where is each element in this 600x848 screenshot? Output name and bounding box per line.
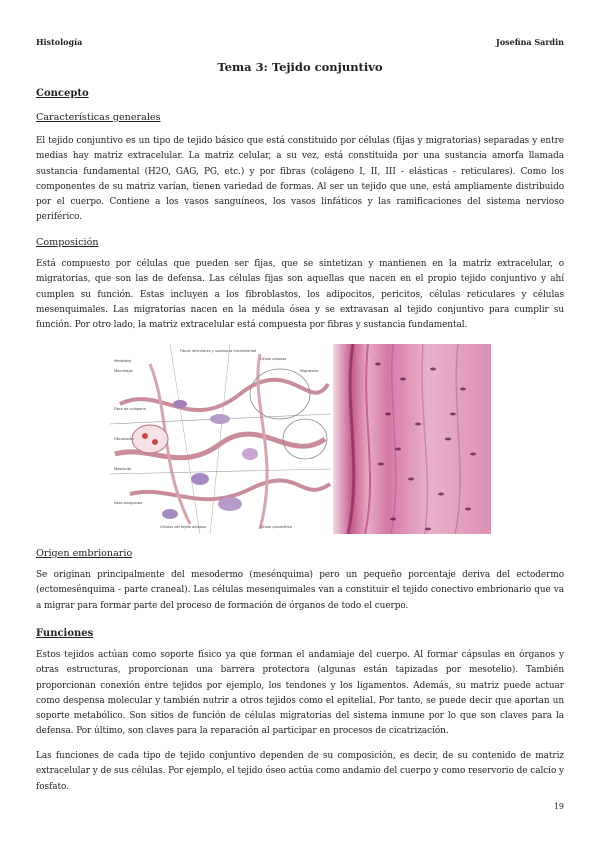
figure-label: Fibras reticulares y sustancia fundamental <box>180 349 257 353</box>
figure-label: Macrófago <box>114 369 133 373</box>
figure-label: Fibra de colágeno <box>114 407 146 411</box>
paragraph-concepto: El tejido conjuntivo es un tipo de tejido básico que está constituido por células (fijas y migratorias) separadas y entre medias hay matriz extracelular. La matriz celular, a su vez, está constituida por una sustancia amorfa llamada sustancia fundamental (H2O, GAG, PG, etc.) y por fibras (colágeno I, II, III - elásticas - reticulares). Como los componentes de su matriz varían, tienen variedad de formas. Al ser un tejido que une, está ampliamente distribuido por el cuerpo. Contiene a los vasos sanguíneos, los vasos linfáticos y las ramificaciones del sistema nervioso periférico. <box>36 136 564 223</box>
subheading-origen: Origen embrionario <box>36 548 133 559</box>
paragraph-origen: Se originan principalmente del mesodermo (mesénquima) pero un pequeño porcentaje deriva del ectodermo (ectomesénquima - parte craneal). Las células mesenquimales van a constituir el tejido conectivo embrionario que va a migrar para formar parte del proceso de formación de órganos de todo el cuerpo. <box>36 570 564 611</box>
figure-label: Célula plasmática <box>260 525 292 529</box>
page-title: Tema 3: Tejido conjuntivo <box>217 60 383 74</box>
subheading-composicion: Composición <box>36 237 99 248</box>
figure-label: Fibroblasto <box>114 437 134 441</box>
histology-micrograph <box>333 344 491 534</box>
figure-label: Migratoria <box>300 369 319 373</box>
section-heading-funciones: Funciones <box>36 628 94 639</box>
figure-label: Célula adiposa <box>260 357 287 361</box>
page-number: 19 <box>553 802 564 811</box>
connective-tissue-diagram <box>110 344 331 534</box>
paragraph-funciones-2: Las funciones de cada tipo de tejido conjuntivo dependen de su composición, es decir, de su contenido de matriz extracelular y de sus células. Por ejemplo, el tejido óseo actúa como andamio del cuerpo y como reservorio de calcio y fosfato. <box>36 751 564 792</box>
paragraph-composicion: Está compuesto por células que pueden ser fijas, que se sintetizan y mantienen en la matriz extracelular, o migratorias, que son las de defensa. Las células fijas son aquellas que nacen en el propio tejido conjuntivo y ahí cumplen su función. Estas incluyen a los fibroblastos, los adipocitos, pericitos, células reticulares y células mesenquimales. Las migratorias nacen en la médula ósea y se extravasan al tejido conjuntivo para cumplir su función. Por otro lado, la matriz extracelular está compuesta por fibras y sustancia fundamental. <box>36 259 564 331</box>
header-author: Josefina Sardin <box>496 37 564 47</box>
section-heading-concepto: Concepto <box>36 88 89 99</box>
header-subject: Histología <box>36 37 83 47</box>
figure-label: Células del tejido adiposo <box>160 525 207 529</box>
subheading-caracteristicas: Características generales <box>36 112 161 123</box>
figure-label: Vaso sanguíneo <box>114 501 143 505</box>
paragraph-funciones-1: Estos tejidos actúan como soporte físico ya que forman el andamiaje del cuerpo. Al formar cápsulas en órganos y otras estructuras, proporcionan una barrera protectora (algunas están tapizadas por mesotelio). También proporcionan conexión entre tejidos por ejemplo, los tendones y los ligamentos. Además, su matriz puede actuar como despensa molecular y también nutrir a otros tejidos como el epitelial. Por tanto, se puede decir que aportan un soporte metabólico. Son sitios de función de células migratorias del sistema inmune por lo que son claves para la defensa. Por último, son claves para la reparación al participar en procesos de cicatrización. <box>36 650 564 737</box>
figure-label: Mesotelio <box>114 359 132 363</box>
figure-label: Mastocito <box>114 467 132 471</box>
